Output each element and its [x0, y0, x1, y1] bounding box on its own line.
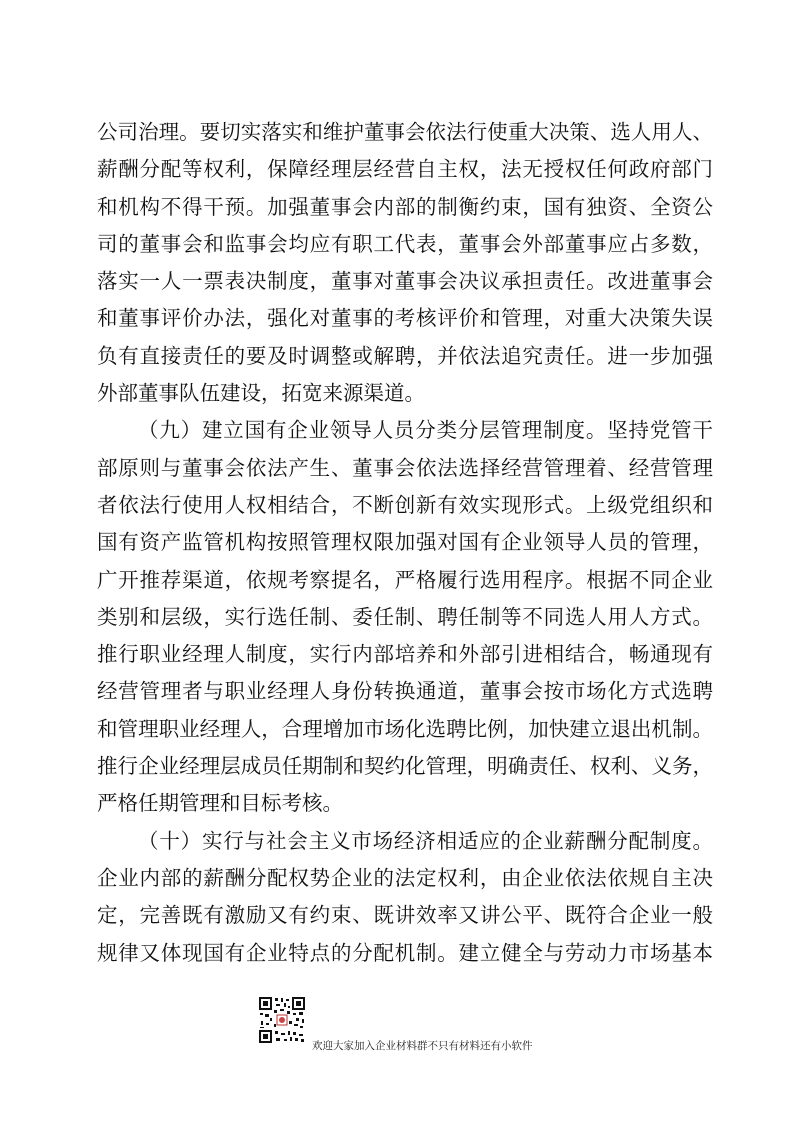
body-text	[97, 114, 713, 972]
qr-code-icon	[258, 996, 306, 1044]
text-line: 规律又体现国有企业特点的分配机制。建立健全与劳动力市场基本	[97, 940, 713, 965]
text-line: 薪酬分配等权利，保障经理层经营自主权，法无授权任何政府部门	[97, 157, 713, 182]
text-line: 者依法行使用人权相结合，不断创新有效实现形式。上级党组织和	[97, 492, 713, 517]
text-line: 部原则与董事会依法产生、董事会依法选择经营管理着、经营管理	[97, 455, 713, 480]
text-line: 经营管理者与职业经理人身份转换通道，董事会按市场化方式选聘	[97, 679, 713, 704]
text-line: （十）实行与社会主义市场经济相适应的企业薪酬分配制度。	[138, 828, 713, 853]
text-line: 公司治理。要切实落实和维护董事会依法行使重大决策、选人用人、	[97, 120, 713, 144]
text-line: 和机构不得干预。加强董事会内部的制衡约束，国有独资、全资公	[97, 194, 713, 219]
text-line: 类别和层级，实行选任制、委任制、聘任制等不同选人用人方式。	[97, 604, 713, 629]
qr-caption: 欢迎大家加入企业材料群不只有材料还有小软件	[312, 1040, 533, 1052]
text-line: 负有直接责任的要及时调整或解聘，并依法追究责任。进一步加强	[97, 343, 713, 368]
text-line: 广开推荐渠道，依规考察提名，严格履行选用程序。根据不同企业	[97, 567, 713, 592]
text-line: 和管理职业经理人，合理增加市场化选聘比例，加快建立退出机制。	[97, 716, 713, 741]
paragraph-governance	[97, 114, 713, 412]
text-line: 国有资产监管机构按照管理权限加强对国有企业领导人员的管理，	[97, 530, 713, 555]
text-line: 定，完善既有激励又有约束、既讲效率又讲公平、既符合企业一般	[97, 903, 713, 928]
text-line: 推行企业经理层成员任期制和契约化管理，明确责任、权利、义务，	[97, 754, 713, 779]
text-line: 严格任期管理和目标考核。	[97, 791, 343, 816]
text-line: 和董事评价办法，强化对董事的考核评价和管理，对重大决策失误	[97, 306, 713, 331]
text-line: 企业内部的薪酬分配权势企业的法定权利，由企业依法依规自主决	[97, 865, 713, 890]
text-line: 司的董事会和监事会均应有职工代表，董事会外部董事应占多数，	[97, 231, 713, 256]
text-line: 落实一人一票表决制度，董事对董事会决议承担责任。改进董事会	[97, 269, 713, 294]
text-line: 外部董事队伍建设，拓宽来源渠道。	[97, 381, 425, 406]
text-line: （九）建立国有企业领导人员分类分层管理制度。坚持党管干	[138, 418, 713, 443]
text-line: 推行职业经理人制度，实行内部培养和外部引进相结合，畅通现有	[97, 642, 713, 667]
paragraph-section-10	[97, 823, 713, 972]
paragraph-section-9	[97, 412, 713, 822]
